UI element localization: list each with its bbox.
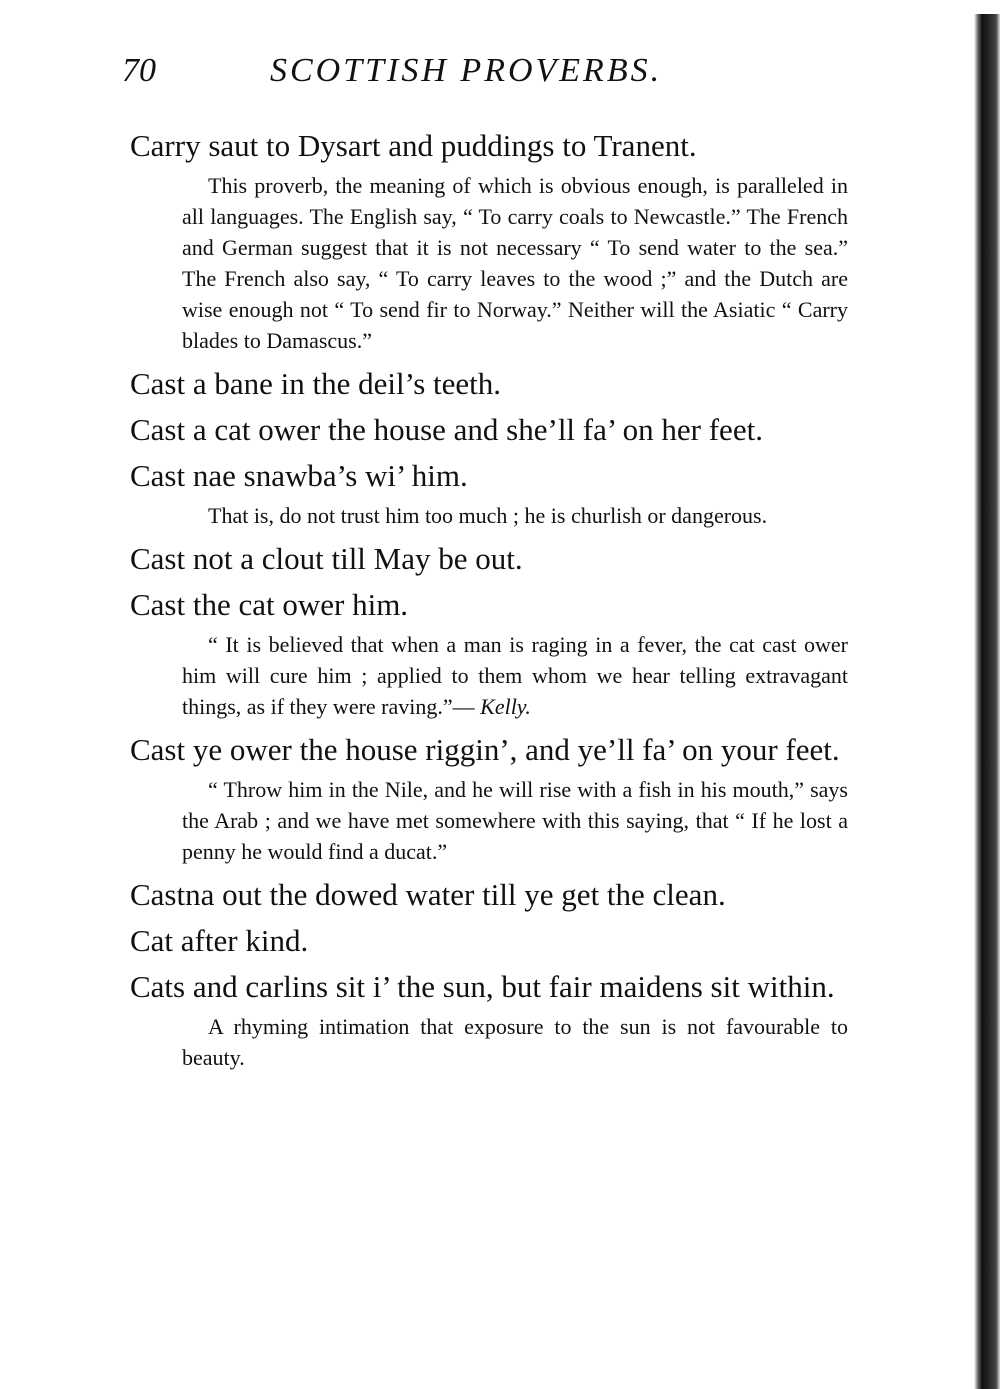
- proverb: Cast a cat ower the house and she’ll fa’ on her feet.: [130, 412, 763, 447]
- proverb: Cast not a clout till May be out.: [130, 541, 523, 576]
- note-attribution: Kelly.: [480, 694, 531, 719]
- proverb: Castna out the dowed water till ye get the clean.: [130, 877, 726, 912]
- proverb: Cats and carlins sit i’ the sun, but fair maidens sit within.: [130, 969, 835, 1004]
- page-body: [130, 124, 848, 1079]
- proverb: Cast the cat ower him.: [130, 587, 409, 622]
- proverb: Carry saut to Dysart and puddings to Tranent.: [130, 128, 697, 163]
- proverb: Cast nae snawba’s wi’ him.: [130, 458, 468, 493]
- proverb: Cat after kind.: [130, 923, 309, 958]
- proverb-note: A rhyming intimation that exposure to the sun is not favourable to beauty.: [182, 1014, 848, 1070]
- note-text: “ It is believed that when a man is raging in a fever, the cat cast ower him will cure him ; applied to them whom we hear telling extravagant things, as if they were raving.”—: [182, 632, 848, 719]
- book-spine-edge: [974, 14, 1000, 1389]
- proverb-note: This proverb, the meaning of which is obvious enough, is paralleled in all languages. The English say, “ To carry coals to Newcastle.” The French and German suggest that it is not necessary “ To send water to the sea.” The French also say, “ To carry leaves to the wood ;” and the Dutch are wise enough not “ To send fir to Norway.” Neither will the Asiatic “ Carry blades to Damascus.”: [182, 173, 848, 353]
- proverb-note: “ Throw him in the Nile, and he will rise with a fish in his mouth,” says the Arab ; and we have met somewhere with this saying, that “ If he lost a penny he would find a ducat.”: [182, 777, 848, 864]
- proverb: Cast a bane in the deil’s teeth.: [130, 366, 502, 401]
- proverb-note: That is, do not trust him too much ; he is churlish or dangerous.: [208, 503, 768, 528]
- running-title: SCOTTISH PROVERBS.: [270, 52, 663, 89]
- page-number: 70: [122, 52, 156, 89]
- proverb-note: [182, 629, 848, 722]
- proverb: Cast ye ower the house riggin’, and ye’ll fa’ on your feet.: [130, 732, 840, 767]
